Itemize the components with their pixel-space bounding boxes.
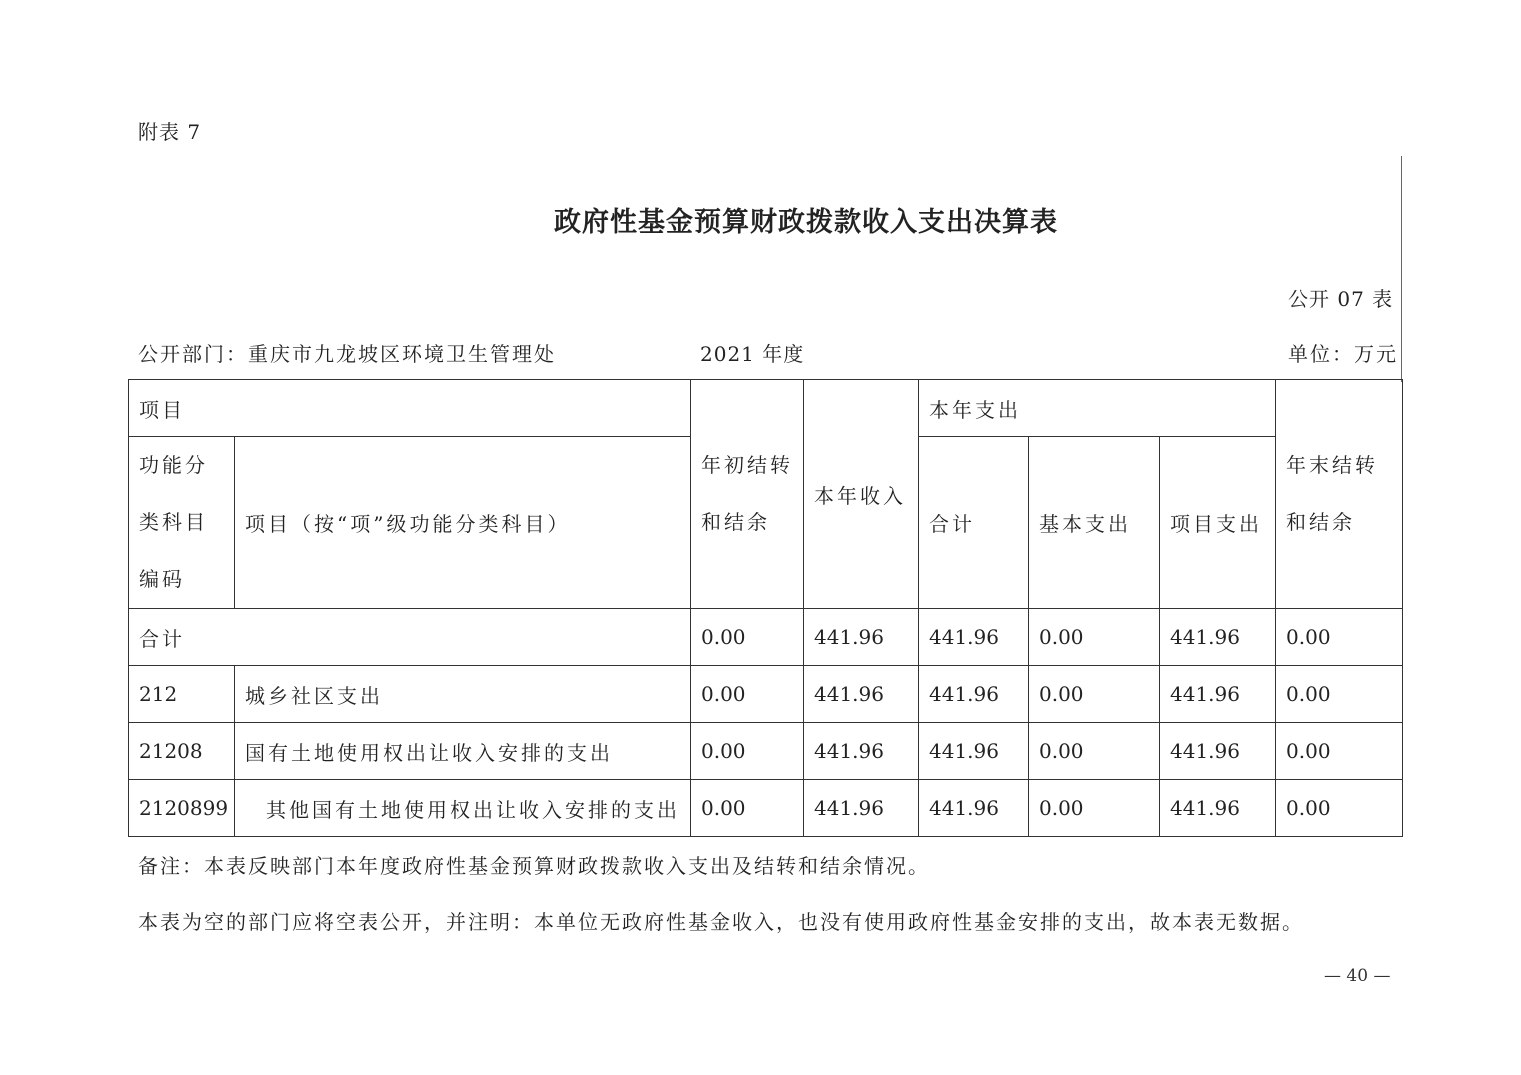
cell-income: 441.96 <box>804 780 919 837</box>
form-number: 公开 07 表 <box>1288 287 1394 311</box>
cell-name: 国有土地使用权出让收入安排的支出 <box>235 723 691 780</box>
cell-total: 441.96 <box>919 780 1029 837</box>
cell-basic: 0.00 <box>1029 723 1160 780</box>
margin-line <box>1401 156 1402 382</box>
cell-name: 其他国有土地使用权出让收入安排的支出 <box>235 780 691 837</box>
note-remark: 备注：本表反映部门本年度政府性基金预算财政拨款收入支出及结转和结余情况。 <box>138 854 930 878</box>
header-func-code: 功能分 类科目 编码 <box>129 437 235 609</box>
cell-begin: 0.00 <box>691 780 804 837</box>
header-expense-group: 本年支出 <box>919 380 1276 437</box>
cell-project: 441.96 <box>1160 723 1276 780</box>
fiscal-year: 2021 年度 <box>700 342 805 366</box>
page-number: — 40 — <box>1324 966 1391 986</box>
total-label: 合计 <box>129 609 691 666</box>
department-label: 公开部门：重庆市九龙坡区环境卫生管理处 <box>138 342 556 366</box>
cell-total: 441.96 <box>919 723 1029 780</box>
header-income: 本年收入 <box>804 380 919 609</box>
note-empty-table: 本表为空的部门应将空表公开，并注明：本单位无政府性基金收入，也没有使用政府性基金安排的支出，故本表无数据。 <box>138 910 1304 934</box>
cell-total: 441.96 <box>919 666 1029 723</box>
page-title: 政府性基金预算财政拨款收入支出决算表 <box>554 207 1058 238</box>
cell-begin: 0.00 <box>691 609 804 666</box>
table-row-total <box>129 609 1403 666</box>
cell-total: 441.96 <box>919 609 1029 666</box>
cell-begin: 0.00 <box>691 666 804 723</box>
table-row <box>129 666 1403 723</box>
header-row-1 <box>129 380 1403 437</box>
header-project-expense: 项目支出 <box>1160 437 1276 609</box>
cell-end: 0.00 <box>1276 666 1403 723</box>
table-row <box>129 780 1403 837</box>
cell-end: 0.00 <box>1276 723 1403 780</box>
cell-income: 441.96 <box>804 666 919 723</box>
cell-basic: 0.00 <box>1029 666 1160 723</box>
cell-project: 441.96 <box>1160 609 1276 666</box>
cell-basic: 0.00 <box>1029 780 1160 837</box>
header-project: 项目 <box>129 380 691 437</box>
cell-code: 2120899 <box>129 780 235 837</box>
header-total: 合计 <box>919 437 1029 609</box>
cell-code: 212 <box>129 666 235 723</box>
cell-basic: 0.00 <box>1029 609 1160 666</box>
cell-end: 0.00 <box>1276 780 1403 837</box>
budget-table <box>128 379 1403 837</box>
cell-begin: 0.00 <box>691 723 804 780</box>
cell-code: 21208 <box>129 723 235 780</box>
cell-income: 441.96 <box>804 723 919 780</box>
unit-label: 单位：万元 <box>1288 342 1398 366</box>
table-row <box>129 723 1403 780</box>
appendix-label: 附表 7 <box>138 120 202 144</box>
header-end-balance: 年末结转 和结余 <box>1276 380 1403 609</box>
cell-income: 441.96 <box>804 609 919 666</box>
header-basic: 基本支出 <box>1029 437 1160 609</box>
header-begin-balance: 年初结转 和结余 <box>691 380 804 609</box>
header-item-name: 项目（按“项”级功能分类科目） <box>235 437 691 609</box>
cell-end: 0.00 <box>1276 609 1403 666</box>
cell-project: 441.96 <box>1160 666 1276 723</box>
cell-project: 441.96 <box>1160 780 1276 837</box>
cell-name: 城乡社区支出 <box>235 666 691 723</box>
